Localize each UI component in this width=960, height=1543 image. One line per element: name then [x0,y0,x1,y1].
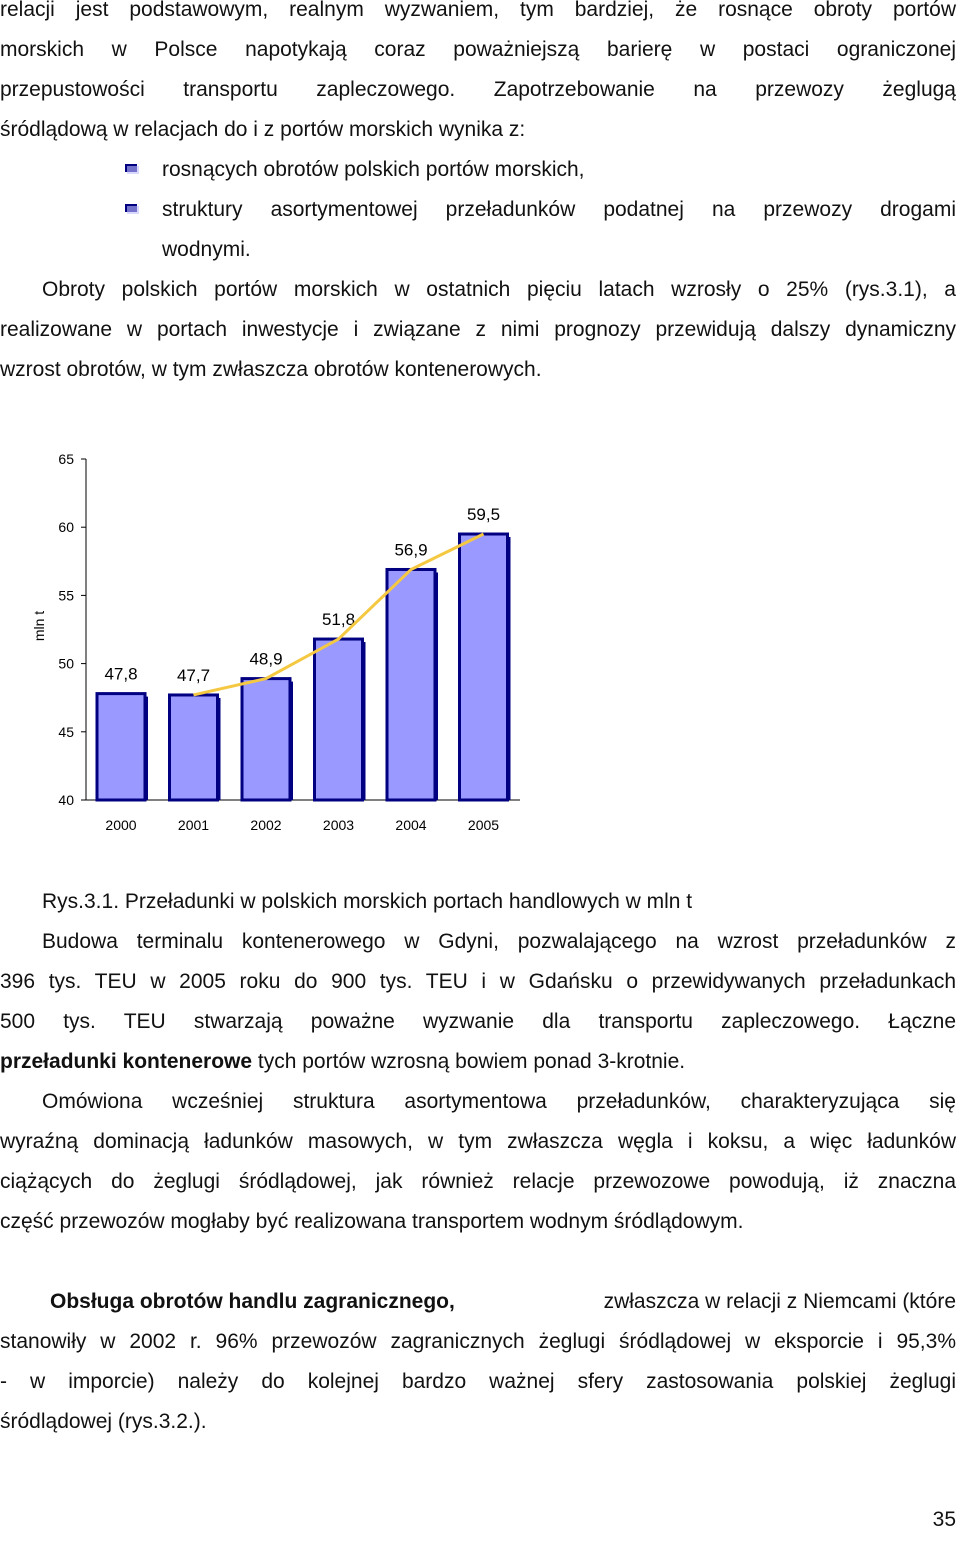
data-label: 48,9 [249,649,283,669]
y-tick-label: 50 [58,655,74,672]
text-line: śródlądową w relacjach do i z portów morskich wynika z: [0,118,526,141]
text-line: Budowa terminalu kontenerowego w Gdyni, pozwalającego na wzrost przeładunków z [42,930,956,953]
text-line: Omówiona wcześniej struktura asortymentowa przeładunków, charakteryzująca się [42,1090,956,1113]
square-bullet-icon [125,164,139,174]
text-line: 396 tys. TEU w 2005 roku do 900 tys. TEU i w Gdańsku o przewidywanych przeładunkach [0,970,956,993]
bullet-item: rosnących obrotów polskich portów morskich, [162,158,585,181]
text-line: morskich w Polsce napotykają coraz poważniejszą barierę w postaci ograniczonej [0,38,956,61]
bold-phrase: przeładunki kontenerowe [0,1050,253,1073]
x-tick-label: 2001 [177,817,210,833]
bar [170,695,218,800]
text-line: Obroty polskich portów morskich w ostatnich pięciu latach wzrosły o 25% (rys.3.1), a [42,278,956,301]
bar [97,694,145,800]
x-tick-label: 2004 [395,817,427,833]
data-label: 47,8 [104,664,138,684]
text-span: zwłaszcza w relacji z Niemcami (które [597,1290,956,1313]
y-tick-label: 55 [58,587,74,604]
x-tick-label: 2005 [467,817,500,833]
page-number: 35 [932,1508,956,1531]
text-line: wzrost obrotów, w tym zwłaszcza obrotów kontenerowych. [0,358,542,381]
text-line: ciążących do żeglugi śródlądowej, jak również relacje przewozowe powodują, iż znaczna [0,1170,956,1193]
y-tick-label: 45 [58,723,74,740]
data-label: 51,8 [321,610,356,630]
text-line: 500 tys. TEU stwarzają poważne wyzwanie dla transportu zapleczowego. Łączne [0,1010,956,1033]
bold-phrase: Obsługa obrotów handlu zagranicznego, [50,1290,455,1313]
text-line: realizowane w portach inwestycje i związane z nimi prognozy przewidują dalszy dynamiczny [0,318,956,341]
bar [460,534,508,800]
text-line: przepustowości transportu zapleczowego. Zapotrzebowanie na przewozy żeglugą [0,78,956,101]
x-tick-label: 2002 [250,817,282,833]
x-tick-label: 2003 [322,817,355,833]
y-tick-label: 40 [58,792,74,808]
text-line [0,1049,956,1075]
text-line: wyraźną dominacją ładunków masowych, w tym zwłaszcza węgla i koksu, a więc ładunków [0,1130,956,1153]
text-line [50,1289,956,1315]
data-label: 56,9 [394,540,428,560]
bar [315,639,363,800]
x-tick-label: 2000 [105,817,137,833]
text-line: śródlądowej (rys.3.2.). [0,1410,207,1433]
y-tick-label: 60 [58,519,74,536]
data-label: 59,5 [466,505,501,525]
y-tick-label: 65 [58,451,74,467]
bullet-item: struktury asortymentowej przeładunków podatnej na przewozy drogami [162,198,956,221]
text-line: - w imporcie) należy do kolejnej bardzo ważnej sfery zastosowania polskiej żeglugi [0,1370,956,1393]
bar [387,569,435,800]
data-label: 47,7 [176,665,211,685]
text-span: tych portów wzrosną bowiem ponad 3-krotnie. [252,1050,686,1073]
text-line: część przewozów mogłaby być realizowana transportem wodnym śródlądowym. [0,1210,744,1233]
figure-caption: Rys.3.1. Przeładunki w polskich morskich portach handlowych w mln t [42,890,693,913]
bar [242,679,290,800]
text-line: stanowiły w 2002 r. 96% przewozów zagranicznych żeglugi śródlądowej w eksporcie i 95,3% [0,1330,956,1353]
square-bullet-icon [125,204,139,214]
bar-chart [0,430,600,850]
bullet-continuation: wodnymi. [162,238,251,261]
y-axis-label: mln t [31,610,47,642]
text-line: relacji jest podstawowym, realnym wyzwaniem, tym bardziej, że rosnące obroty portów [0,0,956,21]
